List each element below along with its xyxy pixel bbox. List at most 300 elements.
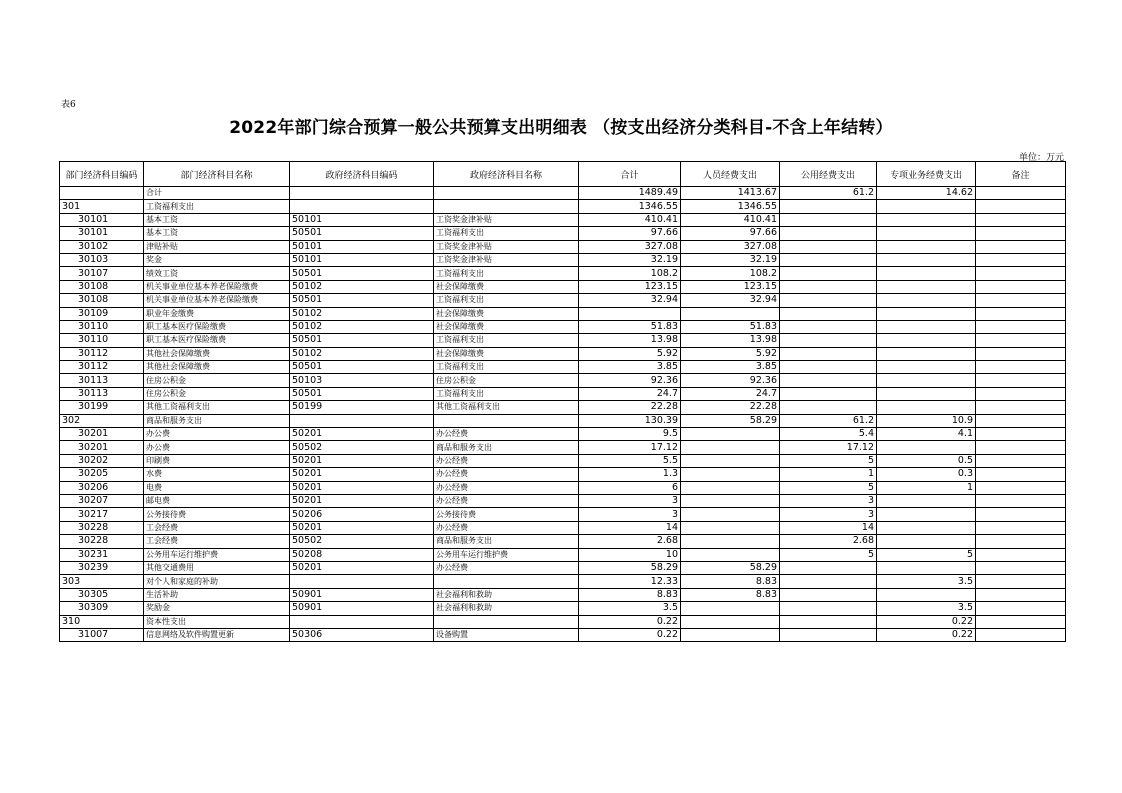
cell-gov-name: 工资福利支出: [434, 267, 579, 280]
cell-gov-code: 50501: [290, 361, 434, 374]
cell-public: 5: [780, 548, 877, 561]
cell-public: [780, 361, 877, 374]
cell-gov-name: 办公经费: [434, 428, 579, 441]
cell-gov-name: 工资福利支出: [434, 294, 579, 307]
cell-dept-code: 30101: [60, 227, 144, 240]
cell-special: [877, 280, 976, 293]
cell-total: 3.5: [579, 602, 681, 615]
cell-personnel: 8.83: [681, 588, 780, 601]
cell-dept-name: 对个人和家庭的补助: [144, 575, 290, 588]
table-row: [60, 535, 1066, 548]
header-special: 专项业务经费支出: [877, 162, 976, 187]
cell-note: [976, 548, 1066, 561]
cell-gov-name: 工资福利支出: [434, 227, 579, 240]
cell-gov-code: 50201: [290, 481, 434, 494]
cell-total: 108.2: [579, 267, 681, 280]
table-row: [60, 441, 1066, 454]
cell-gov-name: 公务接待费: [434, 508, 579, 521]
cell-dept-name: 职业年金缴费: [144, 307, 290, 320]
cell-gov-code: 50501: [290, 294, 434, 307]
table-row: [60, 575, 1066, 588]
cell-public: [780, 575, 877, 588]
cell-personnel: [681, 535, 780, 548]
cell-dept-name: 电费: [144, 481, 290, 494]
cell-total: 2.68: [579, 535, 681, 548]
cell-special: 3.5: [877, 575, 976, 588]
cell-gov-code: 50208: [290, 548, 434, 561]
cell-dept-name: 商品和服务支出: [144, 414, 290, 427]
cell-total: 13.98: [579, 334, 681, 347]
cell-dept-name: 奖金: [144, 253, 290, 266]
cell-dept-name: 办公费: [144, 428, 290, 441]
cell-total: 32.19: [579, 253, 681, 266]
cell-personnel: 1413.67: [681, 187, 780, 200]
cell-dept-code: 30112: [60, 347, 144, 360]
table-row: [60, 213, 1066, 226]
header-gov-code: 政府经济科目编码: [290, 162, 434, 187]
header-note: 备注: [976, 162, 1066, 187]
cell-gov-code: 50199: [290, 401, 434, 414]
table-row: [60, 548, 1066, 561]
cell-public: [780, 561, 877, 574]
cell-gov-name: 公务用车运行维护费: [434, 548, 579, 561]
cell-dept-name: 机关事业单位基本养老保险缴费: [144, 280, 290, 293]
cell-personnel: 92.36: [681, 374, 780, 387]
cell-total: 1.3: [579, 468, 681, 481]
cell-dept-name: 其他社会保障缴费: [144, 361, 290, 374]
cell-note: [976, 508, 1066, 521]
cell-public: [780, 320, 877, 333]
cell-dept-code: 310: [60, 615, 144, 628]
cell-gov-code: 50501: [290, 387, 434, 400]
table-row: [60, 227, 1066, 240]
cell-gov-name: 社会福利和救助: [434, 602, 579, 615]
cell-special: [877, 320, 976, 333]
cell-note: [976, 535, 1066, 548]
cell-gov-code: 50502: [290, 441, 434, 454]
cell-note: [976, 441, 1066, 454]
cell-total: 3: [579, 494, 681, 507]
cell-special: 4.1: [877, 428, 976, 441]
cell-gov-code: [290, 615, 434, 628]
cell-public: 5: [780, 454, 877, 467]
cell-dept-code: 30113: [60, 387, 144, 400]
cell-personnel: [681, 628, 780, 641]
cell-gov-code: 50201: [290, 561, 434, 574]
header-personnel: 人员经费支出: [681, 162, 780, 187]
cell-total: 410.41: [579, 213, 681, 226]
cell-note: [976, 200, 1066, 213]
table-row: [60, 253, 1066, 266]
cell-personnel: 123.15: [681, 280, 780, 293]
cell-note: [976, 320, 1066, 333]
cell-note: [976, 481, 1066, 494]
cell-total: 97.66: [579, 227, 681, 240]
cell-personnel: 58.29: [681, 561, 780, 574]
cell-dept-name: 机关事业单位基本养老保险缴费: [144, 294, 290, 307]
cell-total: 17.12: [579, 441, 681, 454]
cell-personnel: 22.28: [681, 401, 780, 414]
cell-dept-code: [60, 187, 144, 200]
cell-gov-name: 社会保障缴费: [434, 280, 579, 293]
cell-total: 327.08: [579, 240, 681, 253]
cell-gov-name: 社会福利和救助: [434, 588, 579, 601]
cell-personnel: 32.19: [681, 253, 780, 266]
cell-gov-name: [434, 414, 579, 427]
cell-gov-name: 其他工资福利支出: [434, 401, 579, 414]
cell-total: 8.83: [579, 588, 681, 601]
cell-dept-name: 资本性支出: [144, 615, 290, 628]
cell-public: 2.68: [780, 535, 877, 548]
cell-note: [976, 240, 1066, 253]
cell-dept-code: 302: [60, 414, 144, 427]
cell-note: [976, 628, 1066, 641]
cell-personnel: [681, 521, 780, 534]
table-row: [60, 200, 1066, 213]
cell-gov-name: 办公经费: [434, 521, 579, 534]
cell-total: 22.28: [579, 401, 681, 414]
cell-gov-name: 工资奖金津补贴: [434, 253, 579, 266]
cell-total: 92.36: [579, 374, 681, 387]
cell-gov-code: 50101: [290, 253, 434, 266]
cell-gov-name: [434, 200, 579, 213]
cell-note: [976, 213, 1066, 226]
cell-gov-code: 50901: [290, 602, 434, 615]
cell-dept-code: 30201: [60, 441, 144, 454]
cell-dept-name: 其他社会保障缴费: [144, 347, 290, 360]
cell-gov-name: 办公经费: [434, 561, 579, 574]
cell-public: [780, 334, 877, 347]
cell-personnel: 5.92: [681, 347, 780, 360]
cell-special: [877, 227, 976, 240]
cell-note: [976, 615, 1066, 628]
cell-gov-name: [434, 187, 579, 200]
cell-special: 3.5: [877, 602, 976, 615]
cell-total: 0.22: [579, 615, 681, 628]
cell-gov-code: 50101: [290, 240, 434, 253]
cell-note: [976, 374, 1066, 387]
cell-personnel: 97.66: [681, 227, 780, 240]
table-number: 表6: [61, 100, 76, 110]
cell-total: 24.7: [579, 387, 681, 400]
cell-note: [976, 602, 1066, 615]
cell-special: [877, 508, 976, 521]
cell-public: [780, 227, 877, 240]
cell-dept-name: 津贴补贴: [144, 240, 290, 253]
table-body: [60, 187, 1066, 642]
cell-gov-code: 50101: [290, 213, 434, 226]
cell-gov-name: 办公经费: [434, 468, 579, 481]
cell-public: [780, 401, 877, 414]
cell-total: 5.5: [579, 454, 681, 467]
cell-special: [877, 334, 976, 347]
table-row: [60, 320, 1066, 333]
cell-personnel: 51.83: [681, 320, 780, 333]
cell-total: 32.94: [579, 294, 681, 307]
cell-personnel: 327.08: [681, 240, 780, 253]
cell-note: [976, 307, 1066, 320]
cell-dept-code: 30109: [60, 307, 144, 320]
cell-dept-code: 30112: [60, 361, 144, 374]
cell-note: [976, 267, 1066, 280]
cell-personnel: [681, 454, 780, 467]
cell-dept-code: 30102: [60, 240, 144, 253]
cell-public: [780, 615, 877, 628]
cell-personnel: [681, 428, 780, 441]
cell-dept-name: 基本工资: [144, 227, 290, 240]
cell-special: [877, 347, 976, 360]
header-dept-code: 部门经济科目编码: [60, 162, 144, 187]
cell-special: [877, 535, 976, 548]
cell-gov-name: 工资奖金津补贴: [434, 213, 579, 226]
cell-gov-name: 住房公积金: [434, 374, 579, 387]
cell-note: [976, 494, 1066, 507]
cell-dept-code: 30107: [60, 267, 144, 280]
cell-personnel: [681, 494, 780, 507]
cell-special: [877, 213, 976, 226]
table-row: [60, 334, 1066, 347]
cell-gov-name: 社会保障缴费: [434, 320, 579, 333]
table-row: [60, 240, 1066, 253]
cell-gov-name: 社会保障缴费: [434, 307, 579, 320]
cell-public: 5: [780, 481, 877, 494]
cell-dept-name: 信息网络及软件购置更新: [144, 628, 290, 641]
header-gov-name: 政府经济科目名称: [434, 162, 579, 187]
cell-gov-code: 50502: [290, 535, 434, 548]
cell-gov-code: [290, 187, 434, 200]
cell-note: [976, 253, 1066, 266]
cell-public: [780, 280, 877, 293]
cell-note: [976, 428, 1066, 441]
cell-dept-name: 职工基本医疗保险缴费: [144, 320, 290, 333]
table-row: [60, 401, 1066, 414]
cell-gov-code: 50103: [290, 374, 434, 387]
cell-gov-code: [290, 414, 434, 427]
cell-gov-code: 50501: [290, 334, 434, 347]
cell-public: 17.12: [780, 441, 877, 454]
cell-dept-name: 住房公积金: [144, 387, 290, 400]
cell-dept-code: 30206: [60, 481, 144, 494]
cell-gov-name: 工资福利支出: [434, 334, 579, 347]
cell-public: [780, 628, 877, 641]
header-public: 公用经费支出: [780, 162, 877, 187]
cell-personnel: [681, 441, 780, 454]
table-row: [60, 187, 1066, 200]
cell-public: [780, 213, 877, 226]
cell-dept-code: 30309: [60, 602, 144, 615]
cell-gov-code: 50102: [290, 347, 434, 360]
cell-gov-code: 50501: [290, 227, 434, 240]
cell-dept-name: 合计: [144, 187, 290, 200]
page-title: 2022年部门综合预算一般公共预算支出明细表 （按支出经济分类科目-不含上年结转）: [229, 118, 893, 138]
table-row: [60, 521, 1066, 534]
cell-dept-code: 30108: [60, 294, 144, 307]
cell-special: [877, 441, 976, 454]
cell-special: 0.22: [877, 615, 976, 628]
cell-dept-name: 其他工资福利支出: [144, 401, 290, 414]
cell-total: 58.29: [579, 561, 681, 574]
cell-note: [976, 187, 1066, 200]
cell-personnel: [681, 602, 780, 615]
cell-total: [579, 307, 681, 320]
cell-gov-name: [434, 575, 579, 588]
cell-special: [877, 521, 976, 534]
cell-dept-name: 生活补助: [144, 588, 290, 601]
cell-public: [780, 253, 877, 266]
table-row: [60, 615, 1066, 628]
table-row: [60, 307, 1066, 320]
cell-note: [976, 588, 1066, 601]
cell-dept-code: 30103: [60, 253, 144, 266]
cell-dept-code: 30231: [60, 548, 144, 561]
cell-total: 3: [579, 508, 681, 521]
cell-public: [780, 602, 877, 615]
cell-dept-code: 30113: [60, 374, 144, 387]
cell-special: 0.22: [877, 628, 976, 641]
cell-personnel: [681, 615, 780, 628]
cell-personnel: [681, 548, 780, 561]
cell-public: [780, 387, 877, 400]
cell-note: [976, 454, 1066, 467]
cell-gov-name: 社会保障缴费: [434, 347, 579, 360]
cell-dept-code: 30305: [60, 588, 144, 601]
table-row: [60, 387, 1066, 400]
cell-gov-code: 50206: [290, 508, 434, 521]
cell-gov-name: 办公经费: [434, 481, 579, 494]
cell-special: 0.3: [877, 468, 976, 481]
cell-total: 1346.55: [579, 200, 681, 213]
cell-special: 14.62: [877, 187, 976, 200]
cell-gov-code: [290, 575, 434, 588]
cell-special: [877, 253, 976, 266]
cell-personnel: 1346.55: [681, 200, 780, 213]
cell-gov-code: 50201: [290, 468, 434, 481]
cell-dept-name: 工会经费: [144, 535, 290, 548]
cell-total: 0.22: [579, 628, 681, 641]
cell-note: [976, 414, 1066, 427]
cell-gov-name: 办公经费: [434, 454, 579, 467]
table-row: [60, 454, 1066, 467]
cell-total: 123.15: [579, 280, 681, 293]
cell-dept-name: 绩效工资: [144, 267, 290, 280]
cell-special: 0.5: [877, 454, 976, 467]
cell-dept-code: 301: [60, 200, 144, 213]
table-row: [60, 468, 1066, 481]
cell-public: [780, 294, 877, 307]
cell-gov-code: 50201: [290, 454, 434, 467]
cell-total: 130.39: [579, 414, 681, 427]
cell-note: [976, 521, 1066, 534]
cell-special: [877, 561, 976, 574]
table-row: [60, 428, 1066, 441]
cell-special: [877, 361, 976, 374]
cell-total: 1489.49: [579, 187, 681, 200]
cell-special: [877, 588, 976, 601]
cell-personnel: 108.2: [681, 267, 780, 280]
cell-special: [877, 200, 976, 213]
cell-dept-code: 30199: [60, 401, 144, 414]
cell-dept-code: 30108: [60, 280, 144, 293]
cell-gov-code: 50201: [290, 428, 434, 441]
cell-dept-name: 水费: [144, 468, 290, 481]
cell-personnel: 13.98: [681, 334, 780, 347]
table-row: [60, 294, 1066, 307]
cell-gov-name: [434, 615, 579, 628]
cell-dept-name: 其他交通费用: [144, 561, 290, 574]
cell-gov-code: 50102: [290, 320, 434, 333]
cell-personnel: 410.41: [681, 213, 780, 226]
cell-dept-code: 30110: [60, 320, 144, 333]
table-row: [60, 267, 1066, 280]
cell-special: [877, 494, 976, 507]
cell-dept-code: 30110: [60, 334, 144, 347]
cell-note: [976, 468, 1066, 481]
cell-special: [877, 374, 976, 387]
cell-public: 3: [780, 508, 877, 521]
cell-gov-name: 工资福利支出: [434, 387, 579, 400]
cell-public: [780, 267, 877, 280]
table-row: [60, 361, 1066, 374]
cell-personnel: 8.83: [681, 575, 780, 588]
cell-public: [780, 374, 877, 387]
cell-dept-code: 30239: [60, 561, 144, 574]
cell-personnel: 32.94: [681, 294, 780, 307]
cell-public: 61.2: [780, 187, 877, 200]
cell-note: [976, 294, 1066, 307]
cell-dept-code: 31007: [60, 628, 144, 641]
cell-gov-code: 50501: [290, 267, 434, 280]
cell-total: 6: [579, 481, 681, 494]
cell-gov-code: 50201: [290, 494, 434, 507]
cell-total: 5.92: [579, 347, 681, 360]
cell-gov-name: 商品和服务支出: [434, 441, 579, 454]
cell-note: [976, 334, 1066, 347]
cell-gov-code: [290, 200, 434, 213]
cell-personnel: 58.29: [681, 414, 780, 427]
cell-gov-code: 50901: [290, 588, 434, 601]
cell-special: 5: [877, 548, 976, 561]
cell-public: 5.4: [780, 428, 877, 441]
header-total: 合计: [579, 162, 681, 187]
cell-dept-code: 30101: [60, 213, 144, 226]
cell-special: [877, 240, 976, 253]
cell-special: [877, 387, 976, 400]
cell-dept-code: 30217: [60, 508, 144, 521]
cell-dept-name: 工会经费: [144, 521, 290, 534]
cell-dept-name: 奖励金: [144, 602, 290, 615]
cell-personnel: [681, 468, 780, 481]
cell-note: [976, 387, 1066, 400]
cell-public: 3: [780, 494, 877, 507]
cell-personnel: [681, 307, 780, 320]
cell-public: [780, 307, 877, 320]
cell-special: [877, 307, 976, 320]
cell-total: 14: [579, 521, 681, 534]
cell-gov-code: 50102: [290, 280, 434, 293]
cell-dept-name: 办公费: [144, 441, 290, 454]
cell-gov-code: 50102: [290, 307, 434, 320]
cell-total: 12.33: [579, 575, 681, 588]
cell-note: [976, 361, 1066, 374]
cell-dept-code: 30207: [60, 494, 144, 507]
cell-dept-name: 公务接待费: [144, 508, 290, 521]
cell-dept-code: 30201: [60, 428, 144, 441]
cell-dept-name: 邮电费: [144, 494, 290, 507]
cell-gov-name: 工资奖金津补贴: [434, 240, 579, 253]
cell-total: 10: [579, 548, 681, 561]
cell-note: [976, 347, 1066, 360]
cell-personnel: 3.85: [681, 361, 780, 374]
